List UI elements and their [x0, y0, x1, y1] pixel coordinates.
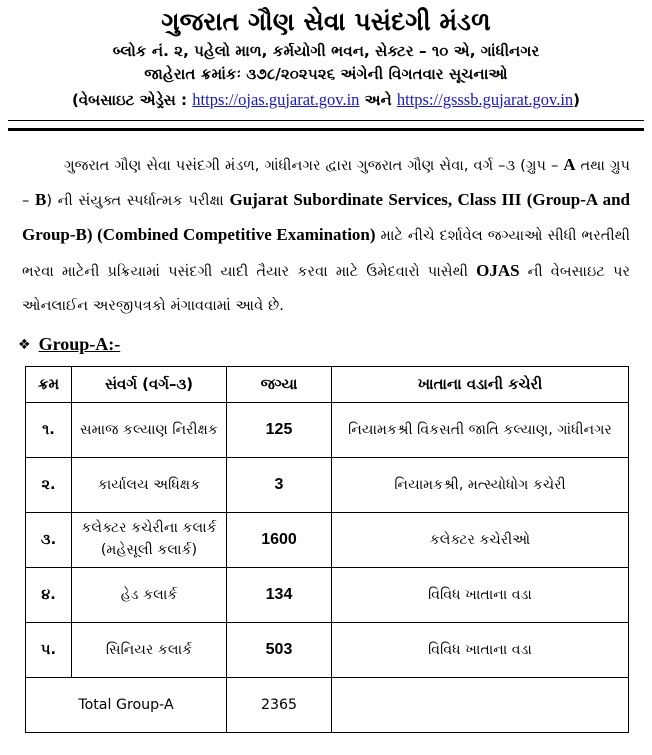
document-header [0, 0, 652, 112]
paragraph-segment-2: તથા ગ્રુપ – [22, 157, 631, 210]
website-label-suffix: ) [573, 90, 581, 109]
divider-thick-rule [8, 128, 644, 131]
cell-vacancies: 134 [227, 567, 332, 622]
group-a-heading [18, 334, 652, 355]
column-header-sr: ક્રમ [26, 366, 72, 402]
divider-thin-rule [8, 120, 644, 126]
cell-cadre-main: કલેક્ટર કચેરીના કલાર્ક [81, 520, 217, 537]
cell-cadre [72, 457, 227, 512]
cell-vacancies: 3 [227, 457, 332, 512]
cell-cadre [72, 567, 227, 622]
paragraph-bold-exam-name: Gujarat Subordinate Services, Class III (Group-A and Group-B) (Combined Competitive Examination) [22, 190, 630, 245]
paragraph-bold-ojas: OJAS [476, 260, 520, 280]
table-row [26, 622, 629, 677]
cell-sr: ૫. [26, 622, 72, 677]
table-row [26, 512, 629, 567]
paragraph-segment-1: ગુજરાત ગૌણ સેવા પસંદગી મંડળ, ગાંધીનગર દ્વારા ગુજરાત ગૌણ સેવા, વર્ગ –૩ (ગ્રુપ – [64, 157, 564, 174]
table-row [26, 457, 629, 512]
cell-vacancies: 125 [227, 402, 332, 457]
floret-bullet-icon: ❖ [18, 336, 31, 353]
cell-sr: ૩. [26, 512, 72, 567]
cell-office: કલેક્ટર કચેરીઓ [332, 512, 629, 567]
cell-cadre [72, 512, 227, 567]
cell-cadre [72, 622, 227, 677]
cell-cadre-main: કાર્યાલય અધિક્ષક [97, 476, 201, 493]
column-header-cadre: સંવર્ગ (વર્ગ–૩) [72, 366, 227, 402]
header-divider [0, 120, 652, 131]
table-body [26, 402, 629, 732]
table-row [26, 567, 629, 622]
cell-office: નિયામકશ્રી, મત્સ્યોધોગ કચેરી [332, 457, 629, 512]
paragraph-bold-group-b: B [35, 190, 47, 210]
table-header [26, 366, 629, 402]
organization-title: ગુજરાત ગૌણ સેવા પસંદગી મંડળ [161, 7, 491, 36]
table-header-row [26, 366, 629, 402]
gsssb-website-link[interactable]: https://gsssb.gujarat.gov.in [396, 89, 574, 109]
total-value-cell: 2365 [227, 677, 332, 732]
cell-cadre-sub: (મહેસૂલી કલાર્ક) [100, 541, 198, 558]
group-a-heading-label: Group-A:- [38, 333, 121, 354]
paragraph-segment-5: ની વેબસાઇટ પર ઓનલાઈન અરજીપત્રકો મંગાવવામાં આવે છે. [22, 262, 630, 314]
cell-vacancies: 503 [227, 622, 332, 677]
cell-sr: ૪. [26, 567, 72, 622]
paragraph-segment-4: માટે નીચે દર્શાવેલ જગ્યાઓ સીધી ભરતીથી ભરવા માટેની પ્રક્રિયામાં પસંદગી યાદી તૈયાર કરવા માટે ઉમેદવારો પાસેથી [22, 227, 630, 280]
total-blank-cell [332, 677, 629, 732]
organization-address: બ્લોક નં. ૨, પહેલો માળ, કર્મયોગી ભવન, સેક્ટર – ૧૦ એ, ગાંધીનગર [112, 41, 540, 60]
paragraph-segment-3: ) ની સંયુક્ત સ્પર્ધાત્મક પરીક્ષા [46, 192, 230, 210]
column-header-vacancies: જગ્યા [227, 366, 332, 402]
cell-cadre-main: સિનિયર કલાર્ક [105, 641, 193, 658]
cell-sr: ૨. [26, 457, 72, 512]
advertisement-number-line: જાહેરાત ક્રમાંકઃ ૩૭૮/૨૦૨૫૨૬ અંગેની વિગતવાર સૂચનાઓ [144, 64, 508, 83]
ojas-website-link[interactable]: https://ojas.gujarat.gov.in [192, 89, 360, 109]
table-row [26, 402, 629, 457]
paragraph-bold-group-a: A [563, 155, 576, 174]
website-address-line [0, 88, 652, 113]
cell-vacancies: 1600 [227, 512, 332, 567]
cell-cadre [72, 402, 227, 457]
total-label-cell: Total Group-A [26, 677, 227, 732]
cell-sr: ૧. [26, 402, 72, 457]
cell-office: વિવિધ ખાતાના વડા [332, 622, 629, 677]
website-conjunction: અને [359, 90, 397, 109]
website-label-prefix: (વેબસાઇટ એડ્રેસ : [71, 90, 193, 109]
column-header-office: ખાતાના વડાની કચેરી [332, 366, 629, 402]
cell-cadre-main: હેડ કલાર્ક [120, 586, 178, 603]
cell-cadre-main: સમાજ કલ્યાણ નિરીક્ષક [80, 421, 218, 438]
cell-office: વિવિધ ખાતાના વડા [332, 567, 629, 622]
cell-office: નિયામકશ્રી વિકસતી જાતિ કલ્યાણ, ગાંધીનગર [332, 402, 629, 457]
table-total-row [26, 677, 629, 732]
group-a-posts-table [25, 366, 629, 733]
group-a-posts-table-wrapper [25, 366, 628, 733]
intro-paragraph [22, 147, 630, 322]
